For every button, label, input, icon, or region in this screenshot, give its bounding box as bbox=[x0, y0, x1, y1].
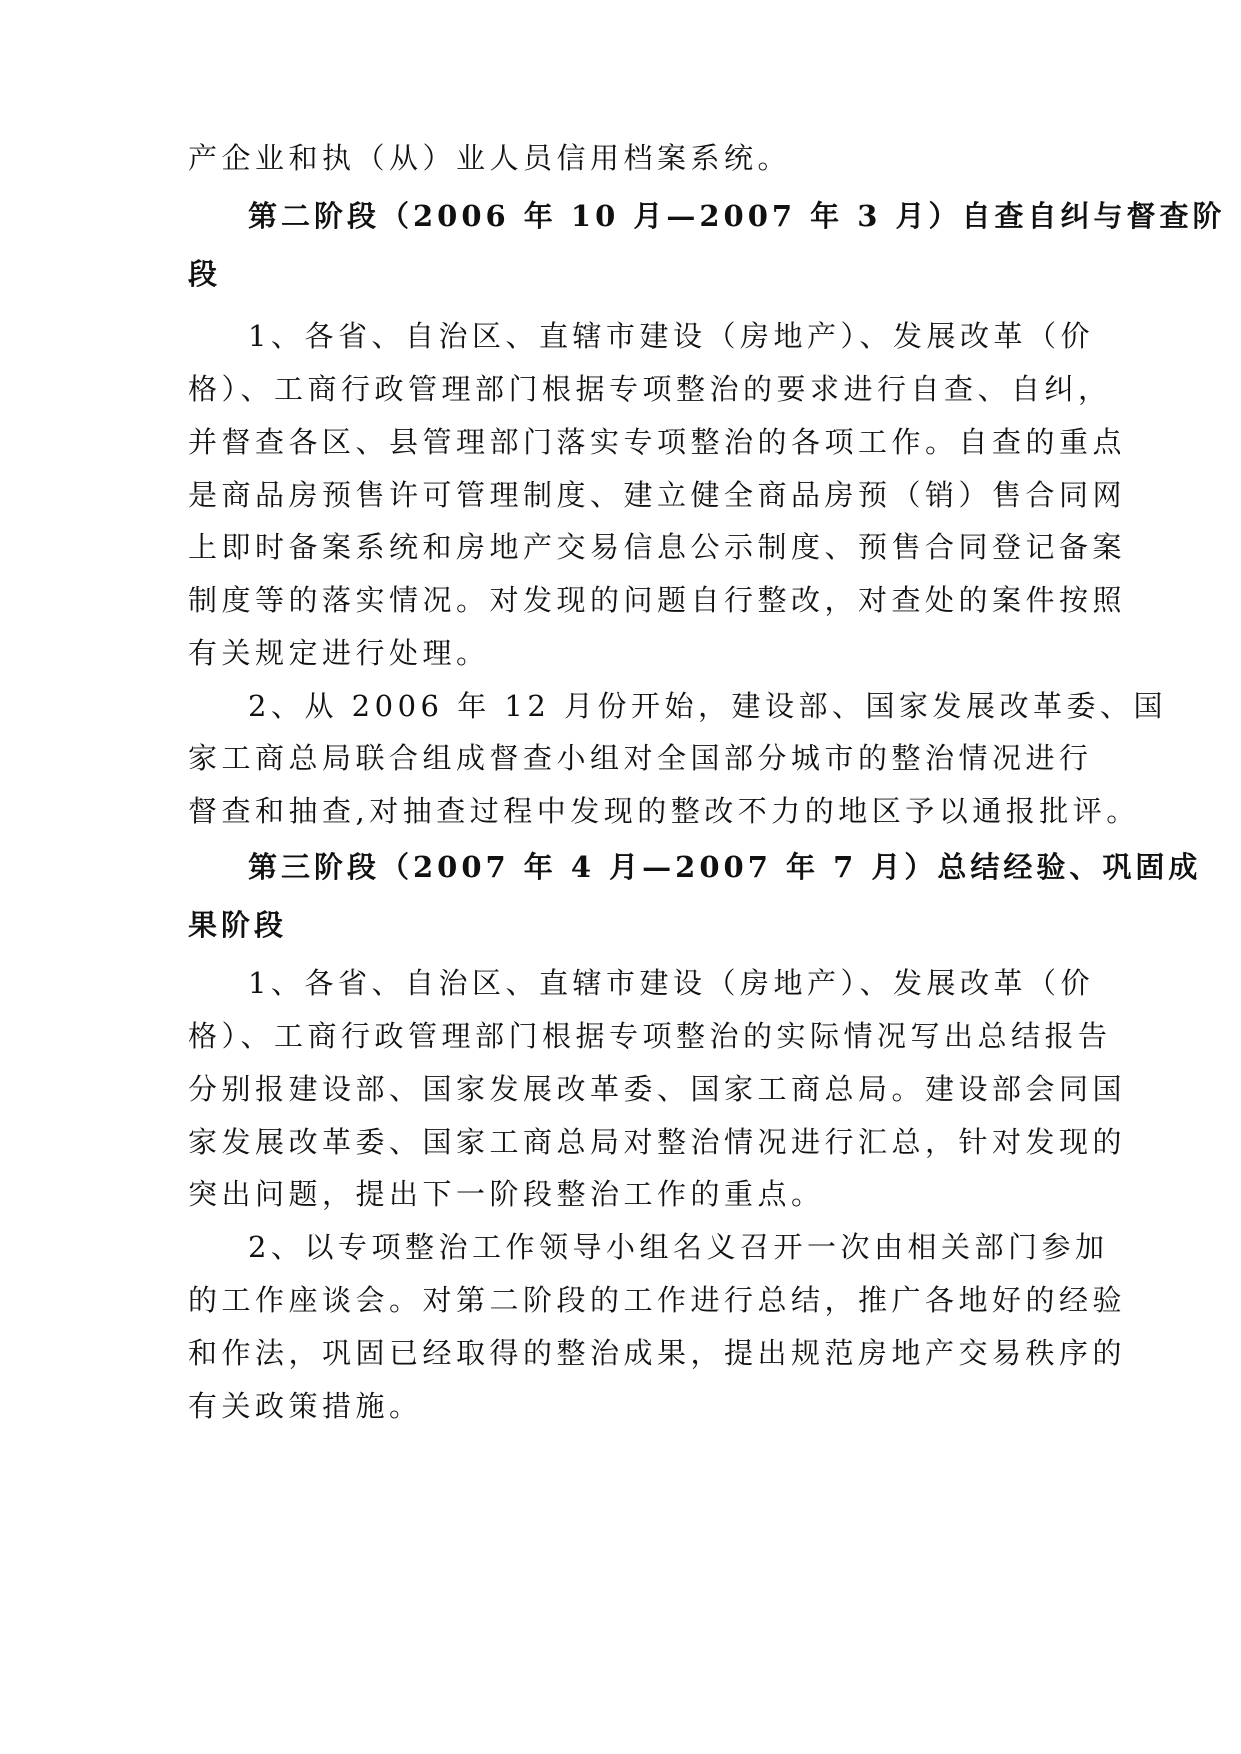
paragraph-line: 分别报建设部、国家发展改革委、国家工商总局。建设部会同国 bbox=[188, 1072, 1127, 1106]
paragraph-line: 1、各省、自治区、直辖市建设（房地产）、发展改革（价 bbox=[248, 966, 1094, 1000]
section-heading-stage-three: 第三阶段（2007 年 4 月—2007 年 7 月）总结经验、巩固成 bbox=[248, 850, 1202, 884]
paragraph-line: 制度等的落实情况。对发现的问题自行整改，对查处的案件按照 bbox=[188, 583, 1127, 617]
paragraph-line: 和作法，巩固已经取得的整治成果，提出规范房地产交易秩序的 bbox=[188, 1336, 1127, 1370]
paragraph-line: 突出问题，提出下一阶段整治工作的重点。 bbox=[188, 1177, 825, 1211]
paragraph-line: 格）、工商行政管理部门根据专项整治的要求进行自查、自纠， bbox=[188, 372, 1112, 406]
paragraph-line: 2、以专项整治工作领导小组名义召开一次由相关部门参加 bbox=[248, 1230, 1109, 1264]
paragraph-line: 家发展改革委、国家工商总局对整治情况进行汇总，针对发现的 bbox=[188, 1125, 1127, 1159]
section-heading-stage-three-cont: 果阶段 bbox=[188, 908, 288, 942]
paragraph-line: 2、从 2006 年 12 月份开始，建设部、国家发展改革委、国 bbox=[248, 689, 1168, 723]
paragraph-line: 是商品房预售许可管理制度、建立健全商品房预（销）售合同网 bbox=[188, 478, 1127, 512]
paragraph-line: 家工商总局联合组成督查小组对全国部分城市的整治情况进行 bbox=[188, 741, 1093, 775]
paragraph-line: 产企业和执（从）业人员信用档案系统。 bbox=[188, 141, 792, 175]
paragraph-line: 格）、工商行政管理部门根据专项整治的实际情况写出总结报告 bbox=[188, 1019, 1112, 1053]
paragraph-line: 的工作座谈会。对第二阶段的工作进行总结，推广各地好的经验 bbox=[188, 1283, 1127, 1317]
paragraph-line: 督查和抽查,对抽查过程中发现的整改不力的地区予以通报批评。 bbox=[188, 794, 1140, 828]
paragraph-line: 上即时备案系统和房地产交易信息公示制度、预售合同登记备案 bbox=[188, 530, 1127, 564]
paragraph-line: 并督查各区、县管理部门落实专项整治的各项工作。自查的重点 bbox=[188, 425, 1127, 459]
paragraph-line: 1、各省、自治区、直辖市建设（房地产）、发展改革（价 bbox=[248, 319, 1094, 353]
paragraph-line: 有关规定进行处理。 bbox=[188, 636, 490, 670]
section-heading-stage-two: 第二阶段（2006 年 10 月—2007 年 3 月）自查自纠与督查阶 bbox=[248, 199, 1226, 233]
section-heading-stage-two-cont: 段 bbox=[188, 257, 222, 291]
paragraph-line: 有关政策措施。 bbox=[188, 1389, 423, 1423]
